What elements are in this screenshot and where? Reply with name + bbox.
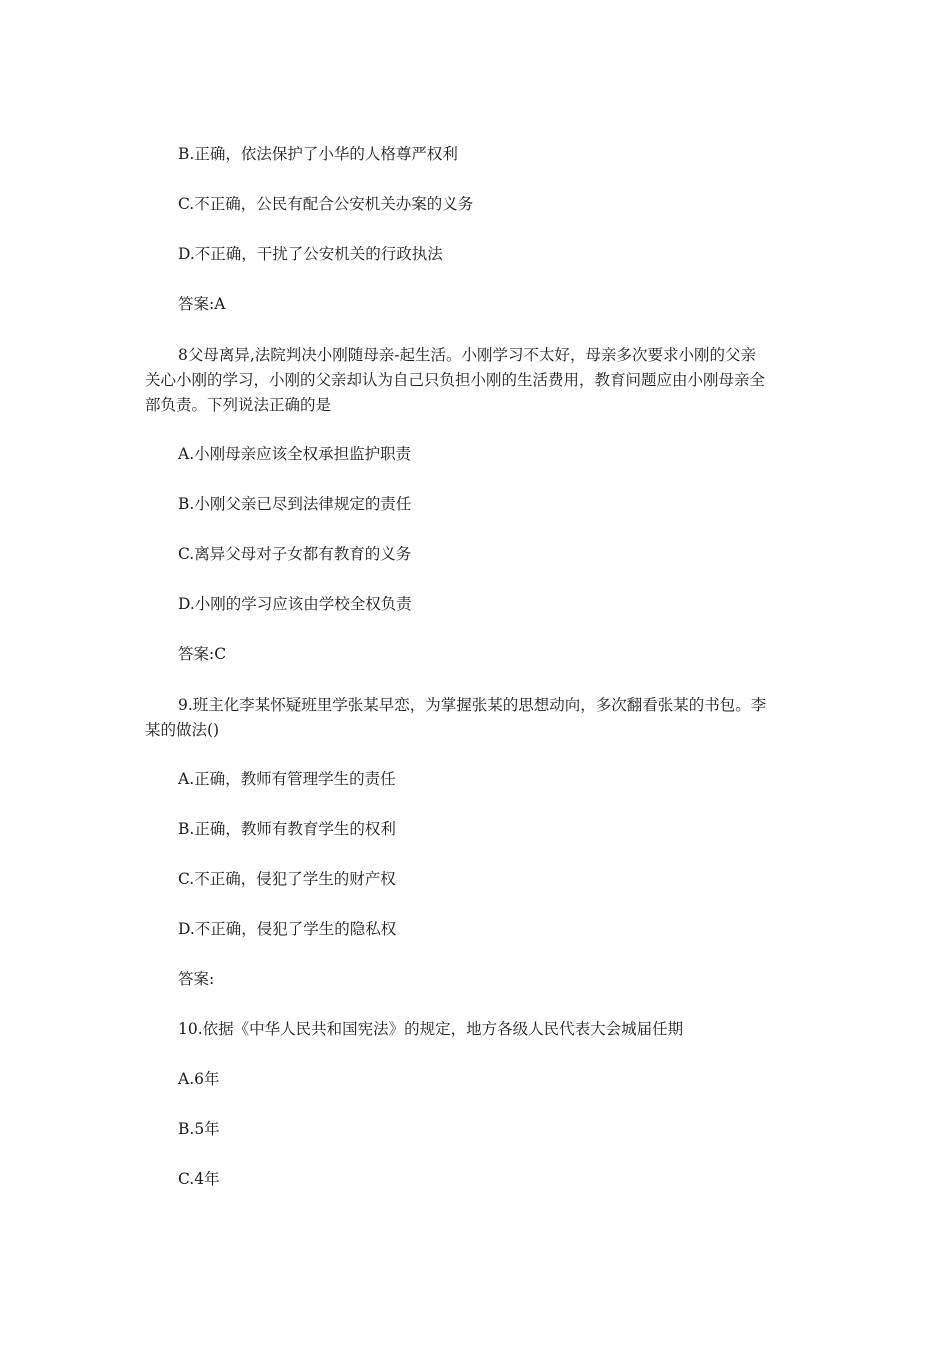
q7-option-c: C.不正确，公民有配合公安机关办案的义务 [178,195,474,213]
q8-option-a: A.小刚母亲应该全权承担监护职责 [178,445,412,463]
q10-question: 10.依据《中华人民共和国宪法》的规定，地方各级人民代表大会城届任期 [178,1020,684,1038]
q7-option-b: B.正确，依法保护了小华的人格尊严权利 [178,145,458,163]
q9-option-c: C.不正确，侵犯了学生的财产权 [178,870,396,888]
q8-answer: 答案:C [178,645,227,663]
q8-option-b: B.小刚父亲已尽到法律规定的责任 [178,495,412,513]
q7-option-d: D.不正确，干扰了公安机关的行政执法 [178,245,443,263]
q8-question-line-3: 部负责。下列说法正确的是 [145,396,332,414]
q9-option-a: A.正确，教师有管理学生的责任 [178,770,396,788]
q9-question-line-1: 9.班主化李某怀疑班里学张某早恋，为掌握张某的思想动向，多次翻看张某的书包。李 [178,696,767,714]
q10-option-a: A.6年 [178,1070,220,1088]
q8-option-d: D.小刚的学习应该由学校全权负责 [178,595,412,613]
q10-option-c: C.4年 [178,1170,220,1188]
q8-option-c: C.离异父母对子女都有教育的义务 [178,545,412,563]
q10-option-b: B.5年 [178,1120,220,1138]
q8-question-line-1: 8父母离异,法院判决小刚随母亲-起生活。小刚学习不太好，母亲多次要求小刚的父亲 [178,346,757,364]
q9-question-line-2: 某的做法() [145,721,220,739]
q9-answer: 答案: [178,970,215,988]
q9-option-b: B.正确，教师有教育学生的权利 [178,820,396,838]
q8-question-line-2: 关心小刚的学习，小刚的父亲却认为自己只负担小刚的生活费用，教育问题应由小刚母亲全 [145,371,766,389]
q9-option-d: D.不正确，侵犯了学生的隐私权 [178,920,397,938]
q7-answer: 答案:A [178,295,226,313]
